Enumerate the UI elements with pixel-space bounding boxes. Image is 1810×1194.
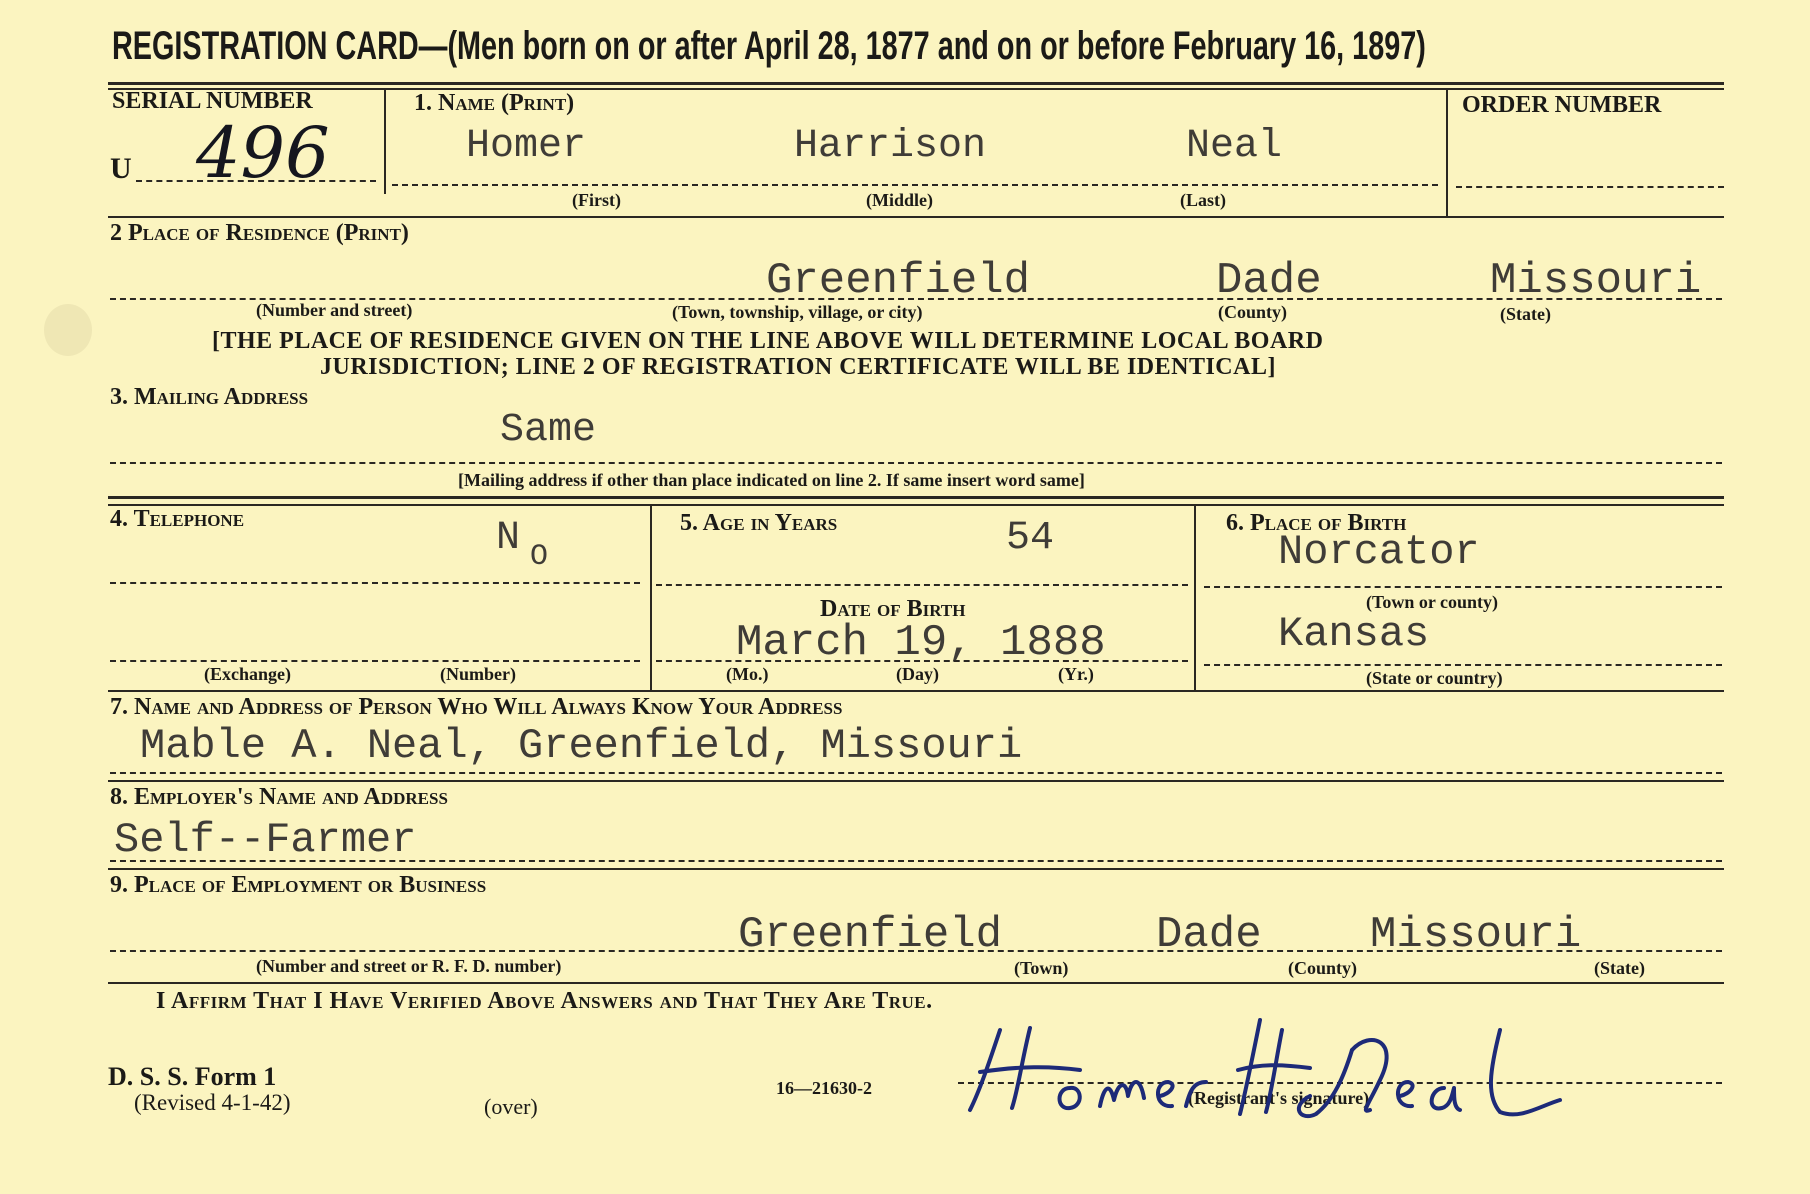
- residence-state-caption: (State): [1500, 304, 1551, 324]
- residence-notice-line1: [THE PLACE OF RESIDENCE GIVEN ON THE LINE ABOVE WILL DETERMINE LOCAL BOARD: [212, 328, 1324, 354]
- dob-line: [656, 660, 1188, 662]
- employment-street-caption: (Number and street or R. F. D. number): [256, 956, 562, 976]
- contact-value: Mable A. Neal, Greenfield, Missouri: [140, 722, 1023, 770]
- form-code: 16—21630-2: [776, 1078, 872, 1098]
- dob-yr-caption: (Yr.): [1058, 664, 1094, 684]
- residence-street-caption: (Number and street): [256, 300, 413, 320]
- age-line: [656, 584, 1188, 586]
- name-line: [392, 184, 1438, 186]
- serial-label: SERIAL NUMBER: [112, 88, 313, 114]
- row4-rule: [108, 496, 1724, 499]
- dob-mo-caption: (Mo.): [726, 664, 769, 684]
- contact-label: 7. Name and Address of Person Who Will Always Know Your Address: [110, 694, 843, 720]
- form-revised: (Revised 4-1-42): [134, 1090, 291, 1115]
- employer-value: Self--Farmer: [114, 816, 417, 864]
- form-id: D. S. S. Form 1: [108, 1062, 277, 1091]
- name-first: Homer: [466, 124, 587, 169]
- affirm-text: I Affirm That I Have Verified Above Answers and That They Are True.: [156, 988, 933, 1014]
- serial-number: 496: [196, 112, 330, 194]
- employer-label: 8. Employer's Name and Address: [110, 784, 448, 810]
- top-rule: [108, 82, 1724, 85]
- row6-rule: [108, 690, 1724, 692]
- birthplace-town-line: [1204, 586, 1722, 588]
- residence-county-caption: (County): [1218, 302, 1288, 322]
- residence-notice-line2: JURISDICTION; LINE 2 OF REGISTRATION CERTIFICATE WILL BE IDENTICAL]: [320, 354, 1276, 380]
- employment-county-caption: (County): [1288, 958, 1358, 978]
- mailing-label: 3. Mailing Address: [110, 384, 309, 410]
- residence-county: Dade: [1216, 256, 1322, 306]
- birthplace-town: Norcator: [1278, 528, 1480, 576]
- telephone-o: O: [530, 540, 549, 574]
- dob-day-caption: (Day): [896, 664, 939, 684]
- birthplace-state: Kansas: [1278, 610, 1430, 658]
- order-line: [1456, 186, 1724, 188]
- employment-town: Greenfield: [738, 910, 1003, 960]
- telephone-n: N: [496, 516, 521, 561]
- employment-town-caption: (Town): [1014, 958, 1069, 978]
- employment-label: 9. Place of Employment or Business: [110, 872, 487, 898]
- mailing-value: Same: [500, 408, 597, 453]
- registrant-signature: [960, 1010, 1600, 1120]
- name-first-caption: (First): [572, 190, 621, 210]
- employment-line: [110, 950, 1722, 952]
- top-rule-2: [108, 88, 1724, 90]
- residence-label: 2 Place of Residence (Print): [110, 220, 409, 246]
- telephone-label: 4. Telephone: [110, 506, 245, 532]
- name-middle: Harrison: [794, 124, 987, 169]
- telephone-line-2: [110, 660, 640, 662]
- form-over: (over): [484, 1094, 538, 1119]
- birthplace-state-line: [1204, 664, 1722, 666]
- signature-caption: (Registrant's signature): [1188, 1088, 1370, 1108]
- mailing-line: [110, 462, 1722, 464]
- telephone-exchange-caption: (Exchange): [204, 664, 291, 684]
- telephone-divider: [650, 504, 652, 690]
- row4-rule-2: [108, 504, 1724, 506]
- age-label: 5. Age in Years: [680, 510, 838, 536]
- order-divider: [1446, 88, 1448, 216]
- serial-prefix: U: [110, 152, 132, 185]
- row8-rule: [108, 868, 1724, 870]
- name-last: Neal: [1186, 124, 1283, 169]
- birthplace-state-caption: (State or country): [1366, 668, 1503, 688]
- serial-divider: [384, 88, 386, 194]
- age-divider: [1194, 504, 1196, 690]
- row1-rule: [108, 216, 1724, 218]
- paper-stain: [38, 300, 98, 360]
- name-middle-caption: (Middle): [866, 190, 933, 210]
- telephone-number-caption: (Number): [440, 664, 516, 684]
- row9-rule: [108, 982, 1724, 984]
- residence-town-caption: (Town, township, village, or city): [672, 302, 923, 322]
- residence-town: Greenfield: [766, 256, 1031, 306]
- telephone-line-1: [110, 582, 640, 584]
- residence-state: Missouri: [1490, 256, 1702, 306]
- employment-county: Dade: [1156, 910, 1262, 960]
- birthplace-town-caption: (Town or county): [1366, 592, 1499, 612]
- card-title: REGISTRATION CARD—(Men born on or after April 28, 1877 and on or before February 16, 1897): [112, 24, 1426, 68]
- name-last-caption: (Last): [1180, 190, 1226, 210]
- employer-line: [110, 860, 1722, 862]
- contact-line: [110, 772, 1722, 774]
- dob-label: Date of Birth: [820, 596, 966, 622]
- age-value: 54: [1006, 516, 1055, 561]
- dob-value: March 19, 1888: [736, 618, 1106, 668]
- order-label: ORDER NUMBER: [1462, 92, 1662, 118]
- name-label: 1. Name (Print): [414, 90, 575, 116]
- birthplace-label: 6. Place of Birth: [1226, 510, 1407, 536]
- row7-rule: [108, 780, 1724, 782]
- employment-state: Missouri: [1370, 910, 1582, 960]
- mailing-caption: [Mailing address if other than place indicated on line 2. If same insert word same]: [458, 470, 1085, 490]
- employment-state-caption: (State): [1594, 958, 1645, 978]
